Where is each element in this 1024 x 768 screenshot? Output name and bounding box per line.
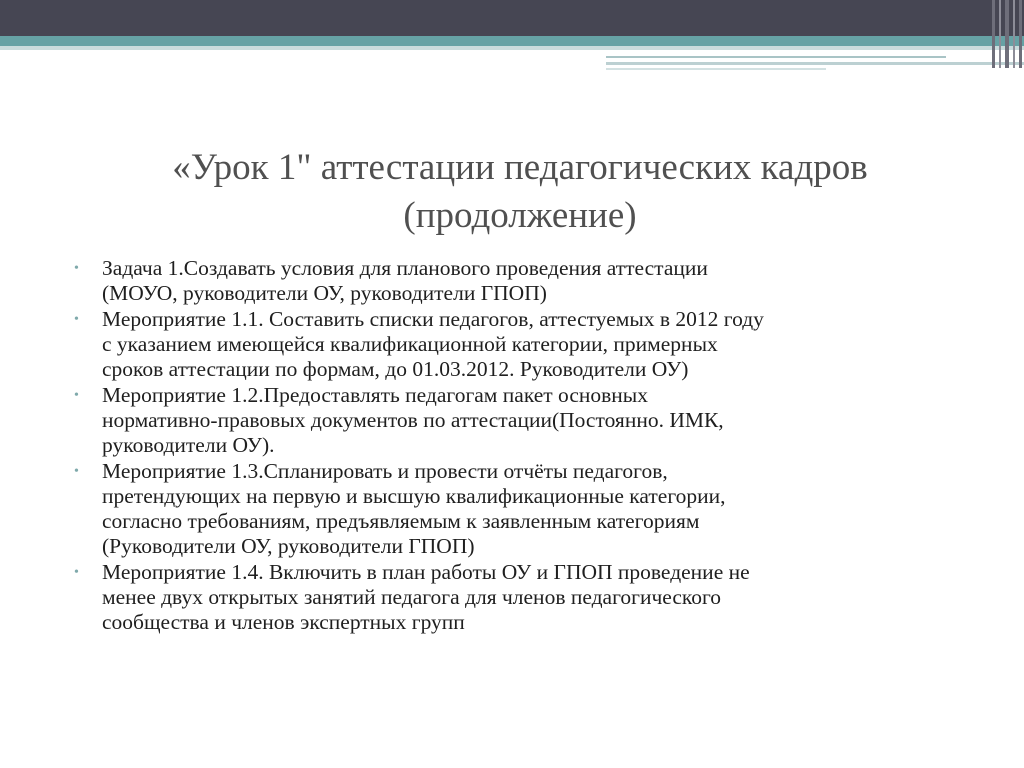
decorative-stripe	[1013, 0, 1015, 68]
slide-title-line: «Урок 1" аттестации педагогических кадров	[172, 147, 868, 188]
bullet-text	[102, 256, 972, 306]
slide-title-line: (продолжение)	[403, 195, 637, 236]
bullet-line: претендующих на первую и высшую квалификационные категории,	[102, 484, 726, 508]
decorative-stripe	[992, 0, 995, 68]
bullet-text	[102, 560, 972, 635]
list-item	[72, 307, 972, 382]
bullet-line: Задача 1.Создавать условия для планового проведения аттестации	[102, 256, 708, 280]
decorative-stripe	[999, 0, 1001, 68]
decorative-line	[606, 68, 826, 70]
bullet-line: сообщества и членов экспертных групп	[102, 610, 465, 634]
decorative-stripe	[1005, 0, 1009, 68]
decorative-stripe	[1019, 0, 1022, 68]
bullet-line: с указанием имеющейся квалификационной категории, примерных	[102, 332, 718, 356]
decorative-line	[606, 56, 946, 58]
bullet-icon: •	[74, 388, 79, 403]
list-item	[72, 560, 972, 635]
bullet-text	[102, 383, 972, 458]
bullet-line: нормативно-правовых документов по аттестации(Постоянно. ИМК,	[102, 408, 724, 432]
bullet-line: Мероприятие 1.3.Спланировать и провести отчёты педагогов,	[102, 459, 668, 483]
bullet-line: согласно требованиям, предъявляемым к заявленным категориям	[102, 509, 700, 533]
bullet-text	[102, 459, 972, 559]
bullet-line: Мероприятие 1.1. Составить списки педагогов, аттестуемых в 2012 году	[102, 307, 764, 331]
accent-band-shadow	[0, 46, 1024, 50]
accent-band	[0, 36, 1024, 46]
bullet-line: Мероприятие 1.4. Включить в план работы ОУ и ГПОП проведение не	[102, 560, 750, 584]
bullet-line: сроков аттестации по формам, до 01.03.2012. Руководители ОУ)	[102, 357, 689, 381]
decorative-line	[606, 62, 1024, 65]
bullet-icon: •	[74, 565, 79, 580]
list-item	[72, 459, 972, 559]
bullet-list	[72, 256, 972, 636]
bullet-line: Мероприятие 1.2.Предоставлять педагогам пакет основных	[102, 383, 648, 407]
bullet-line: (МОУО, руководители ОУ, руководители ГПОП)	[102, 281, 547, 305]
list-item	[72, 383, 972, 458]
slide-title	[60, 144, 980, 240]
bullet-line: руководители ОУ).	[102, 433, 275, 457]
header-bar	[0, 0, 1024, 36]
list-item	[72, 256, 972, 306]
bullet-line: (Руководители ОУ, руководители ГПОП)	[102, 534, 475, 558]
bullet-icon: •	[74, 464, 79, 479]
bullet-icon: •	[74, 261, 79, 276]
bullet-icon: •	[74, 312, 79, 327]
bullet-text	[102, 307, 972, 382]
bullet-line: менее двух открытых занятий педагога для членов педагогического	[102, 585, 722, 609]
